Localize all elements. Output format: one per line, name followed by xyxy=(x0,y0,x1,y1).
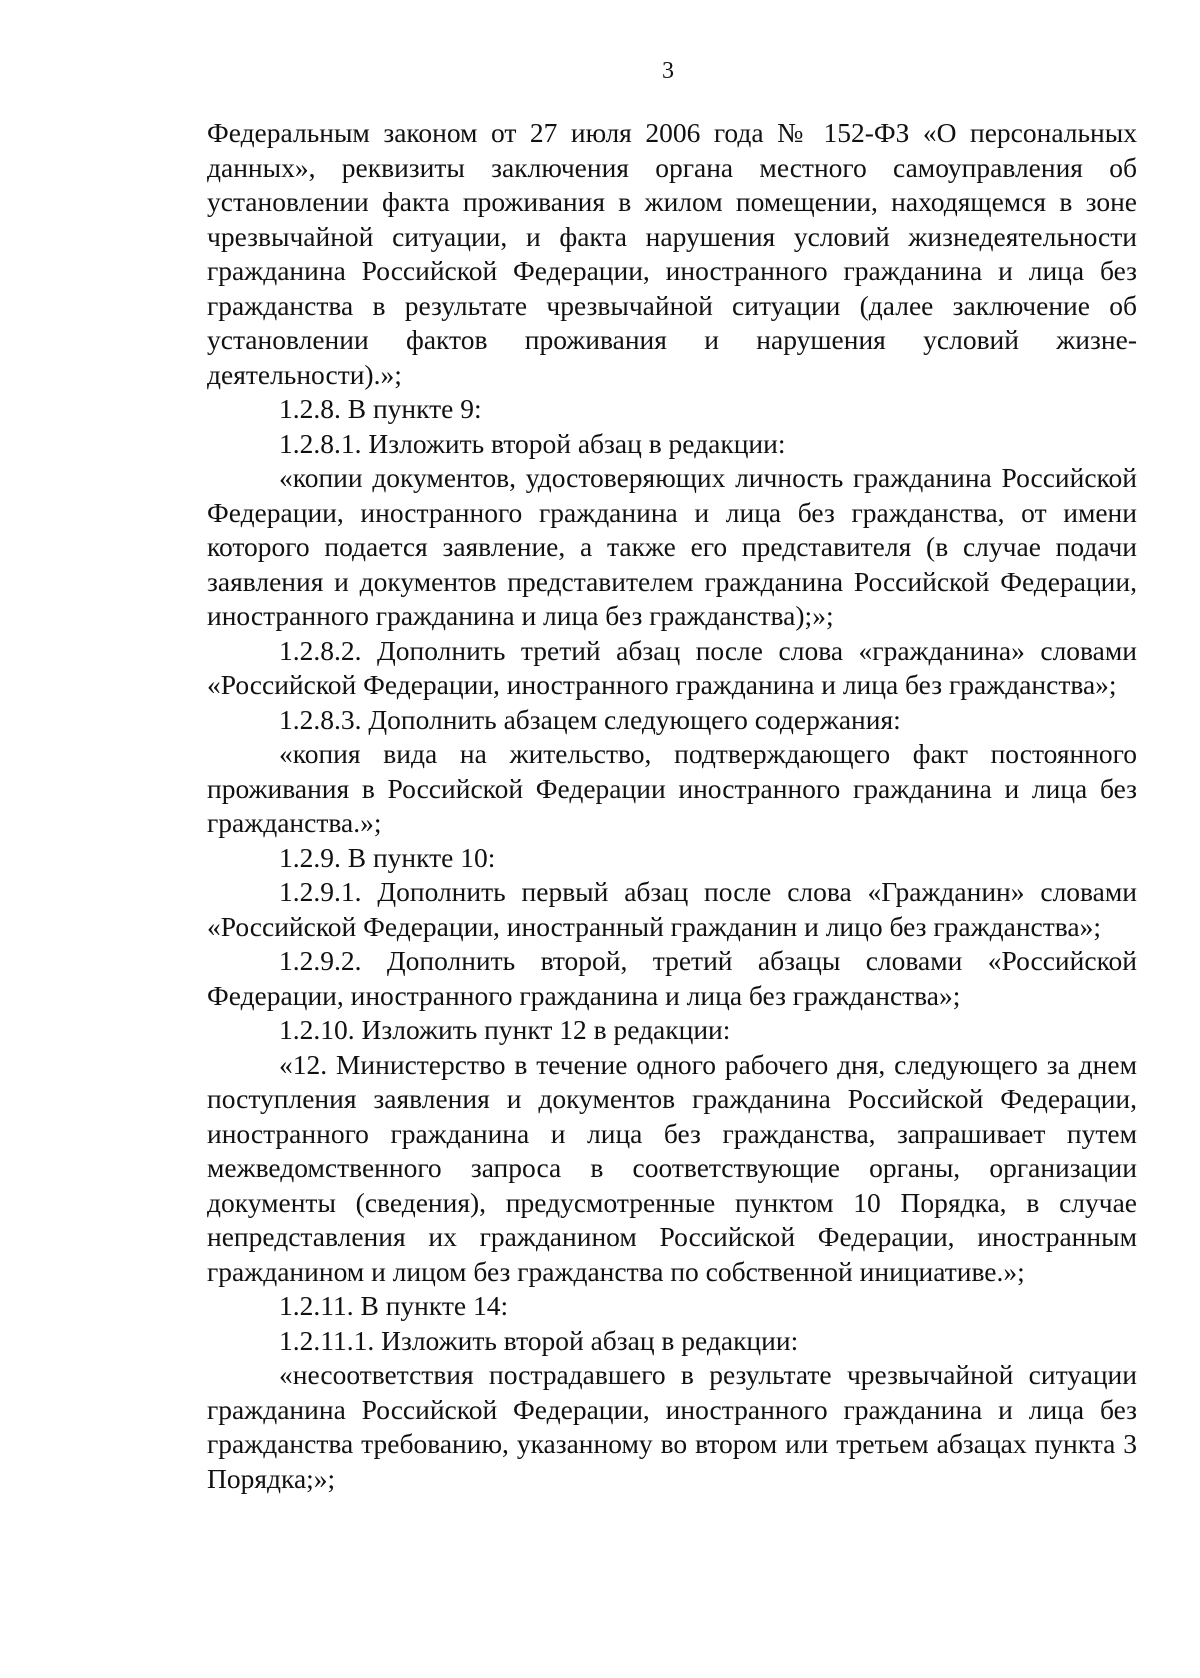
paragraph-quote-residence-permit: «копия вида на жительство, подтверждающего факт постоянного проживания в Российской Федерации иностранного гражданина и лица без гражданства.»; xyxy=(207,738,1137,838)
page-number: 3 xyxy=(662,58,674,84)
paragraph-quote-nonconformity: «несоответствия пострадавшего в результате чрезвычайной ситуации гражданина Российской Федерации, иностранного гражданина и лица без гражданства требованию, указанному во втором или третьем абзацах пункта 3 Порядка;»; xyxy=(207,1359,1137,1494)
paragraph-1-2-8-2: 1.2.8.2. Дополнить третий абзац после слова «гражданина» словами «Российской Федерации, иностранного гражданина и лица без гражданства»; xyxy=(207,634,1137,700)
paragraph-quote-point-12: «12. Министерство в течение одного рабочего дня, следующего за днем поступления заявления и документов гражданина Российской Федерации, иностранного гражданина и лица без гражданства, запрашивает путем межведомственного запроса в соответствующие органы, организации документы (сведения), предусмотренные пунктом 10 Порядка, в случае непредставления их гражданином Российской Федерации, иностранным гражданином и лицом без гражданства по собственной инициативе.»; xyxy=(207,1048,1137,1287)
paragraph-1-2-8-3: 1.2.8.3. Дополнить абзацем следующего содержания: xyxy=(279,703,901,735)
paragraph-1-2-11-1: 1.2.11.1. Изложить второй абзац в редакции: xyxy=(279,1324,799,1356)
paragraph-1-2-9: 1.2.9. В пункте 10: xyxy=(279,841,496,873)
paragraph-1-2-11: 1.2.11. В пункте 14: xyxy=(279,1290,509,1321)
paragraph-1-2-9-1: 1.2.9.1. Дополнить первый абзац после слова «Гражданин» словами «Российской Федерации, иностранный гражданин и лицо без гражданства»; xyxy=(207,876,1137,942)
paragraph-continuation: Федеральным законом от 27 июля 2006 года № 152-ФЗ «О персональных данных», реквизиты заключения органа местного самоуправления об установлении факта проживания в жилом помещении, находящемся в зоне чрезвычайной ситуации, и факта нарушения условий жизнедеятельности гражданина Российской Федерации, иностранного гражданина и лица без гражданства в результате чрезвычайной ситуации (далее заключение об установлении фактов проживания и нарушения условий жизнедеятельности).»; xyxy=(207,117,1137,390)
paragraph-quote-copies-of-documents: «копии документов, удостоверяющих личность гражданина Российской Федерации, иностранного гражданина и лица без гражданства, от имени которого подается заявление, а также его представителя (в случае подачи заявления и документов представителем гражданина Российской Федерации, иностранного гражданина и лица без гражданства);»; xyxy=(207,462,1137,631)
paragraph-1-2-8: 1.2.8. В пункте 9: xyxy=(279,393,482,424)
document-body xyxy=(207,116,1137,1496)
paragraph-1-2-9-2: 1.2.9.2. Дополнить второй, третий абзацы словами «Российской Федерации, иностранного гражданина и лица без гражданства»; xyxy=(207,945,1137,1011)
paragraph-1-2-8-1: 1.2.8.1. Изложить второй абзац в редакции: xyxy=(279,427,786,459)
paragraph-1-2-10: 1.2.10. Изложить пункт 12 в редакции: xyxy=(279,1014,731,1045)
